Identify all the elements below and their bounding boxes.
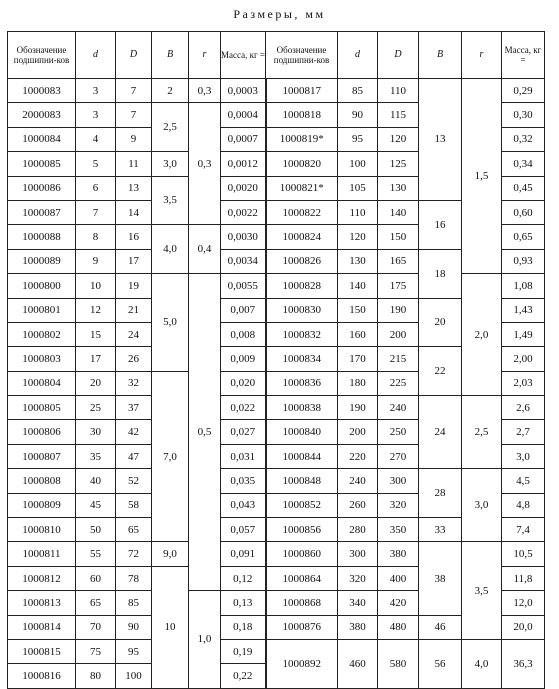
d-cell: 7	[76, 200, 116, 224]
table-row	[8, 396, 545, 420]
D-cell: 24	[116, 322, 152, 346]
mass-cell: 0,29	[502, 79, 545, 103]
designation-cell: 1000810	[8, 518, 76, 542]
d-cell: 25	[76, 396, 116, 420]
mass-cell: 3,0	[502, 444, 545, 468]
designation-cell: 1000814	[8, 615, 76, 639]
mass-cell: 0,93	[502, 249, 545, 273]
B-cell: 38	[419, 542, 462, 615]
d-cell: 460	[338, 639, 378, 688]
D-cell: 150	[378, 225, 419, 249]
mass-cell: 0,035	[221, 469, 266, 493]
D-cell: 200	[378, 322, 419, 346]
bearing-dimensions-table	[7, 31, 545, 689]
d-cell: 130	[338, 249, 378, 273]
mass-cell: 0,0012	[221, 152, 266, 176]
designation-cell: 1000864	[266, 566, 338, 590]
d-cell: 90	[338, 103, 378, 127]
designation-cell: 1000815	[8, 639, 76, 663]
designation-cell: 1000860	[266, 542, 338, 566]
mass-cell: 0,009	[221, 347, 266, 371]
mass-cell: 2,6	[502, 396, 545, 420]
D-cell: 140	[378, 200, 419, 224]
B-cell: 22	[419, 347, 462, 396]
D-cell: 480	[378, 615, 419, 639]
col-header-designation-right: Обозначение подшипни-ков	[266, 32, 338, 79]
col-header-mass-right: Масса, кг =	[502, 32, 545, 79]
mass-cell: 0,18	[221, 615, 266, 639]
mass-cell: 0,031	[221, 444, 266, 468]
mass-cell: 0,0003	[221, 79, 266, 103]
D-cell: 7	[116, 103, 152, 127]
mass-cell: 0,22	[221, 664, 266, 688]
designation-cell: 1000836	[266, 371, 338, 395]
B-cell: 3,5	[152, 176, 189, 225]
d-cell: 80	[76, 664, 116, 688]
D-cell: 85	[116, 591, 152, 615]
d-cell: 260	[338, 493, 378, 517]
d-cell: 240	[338, 469, 378, 493]
col-header-r-right: r	[462, 32, 502, 79]
D-cell: 350	[378, 518, 419, 542]
designation-cell: 1000806	[8, 420, 76, 444]
D-cell: 16	[116, 225, 152, 249]
B-cell: 16	[419, 200, 462, 249]
col-header-d-left: d	[76, 32, 116, 79]
designation-cell: 1000809	[8, 493, 76, 517]
D-cell: 400	[378, 566, 419, 590]
r-cell: 0,3	[189, 103, 221, 225]
D-cell: 26	[116, 347, 152, 371]
table-row	[8, 79, 545, 103]
mass-cell: 0,007	[221, 298, 266, 322]
mass-cell: 0,65	[502, 225, 545, 249]
D-cell: 300	[378, 469, 419, 493]
D-cell: 42	[116, 420, 152, 444]
d-cell: 15	[76, 322, 116, 346]
designation-cell: 1000828	[266, 274, 338, 298]
D-cell: 320	[378, 493, 419, 517]
D-cell: 72	[116, 542, 152, 566]
mass-cell: 0,32	[502, 127, 545, 151]
D-cell: 270	[378, 444, 419, 468]
designation-cell: 1000804	[8, 371, 76, 395]
designation-cell: 1000822	[266, 200, 338, 224]
B-cell: 7,0	[152, 371, 189, 542]
d-cell: 200	[338, 420, 378, 444]
D-cell: 190	[378, 298, 419, 322]
D-cell: 110	[378, 79, 419, 103]
designation-cell: 1000840	[266, 420, 338, 444]
d-cell: 280	[338, 518, 378, 542]
d-cell: 30	[76, 420, 116, 444]
D-cell: 78	[116, 566, 152, 590]
designation-cell: 1000856	[266, 518, 338, 542]
mass-cell: 0,057	[221, 518, 266, 542]
D-cell: 11	[116, 152, 152, 176]
designation-cell: 1000834	[266, 347, 338, 371]
D-cell: 17	[116, 249, 152, 273]
table-row	[8, 542, 545, 566]
designation-cell: 1000087	[8, 200, 76, 224]
mass-cell: 0,008	[221, 322, 266, 346]
B-cell: 13	[419, 79, 462, 201]
mass-cell: 0,19	[221, 639, 266, 663]
mass-cell: 0,0020	[221, 176, 266, 200]
B-cell: 18	[419, 249, 462, 298]
r-cell: 3,5	[462, 542, 502, 640]
d-cell: 9	[76, 249, 116, 273]
table-row	[8, 469, 545, 493]
B-cell: 56	[419, 639, 462, 688]
designation-cell: 1000083	[8, 79, 76, 103]
d-cell: 380	[338, 615, 378, 639]
D-cell: 100	[116, 664, 152, 688]
designation-cell: 1000821*	[266, 176, 338, 200]
mass-cell: 0,12	[221, 566, 266, 590]
d-cell: 180	[338, 371, 378, 395]
D-cell: 115	[378, 103, 419, 127]
designation-cell: 1000813	[8, 591, 76, 615]
mass-cell: 4,5	[502, 469, 545, 493]
r-cell: 0,5	[189, 274, 221, 591]
designation-cell: 1000088	[8, 225, 76, 249]
B-cell: 20	[419, 298, 462, 347]
D-cell: 125	[378, 152, 419, 176]
d-cell: 3	[76, 103, 116, 127]
designation-cell: 1000802	[8, 322, 76, 346]
designation-cell: 1000812	[8, 566, 76, 590]
B-cell: 10	[152, 566, 189, 688]
mass-cell: 0,0004	[221, 103, 266, 127]
col-header-D-right: D	[378, 32, 419, 79]
mass-cell: 1,49	[502, 322, 545, 346]
designation-cell: 1000085	[8, 152, 76, 176]
r-cell: 3,0	[462, 469, 502, 542]
designation-cell: 1000808	[8, 469, 76, 493]
col-header-D-left: D	[116, 32, 152, 79]
designation-cell: 1000086	[8, 176, 76, 200]
d-cell: 220	[338, 444, 378, 468]
d-cell: 12	[76, 298, 116, 322]
d-cell: 10	[76, 274, 116, 298]
mass-cell: 0,0034	[221, 249, 266, 273]
mass-cell: 0,020	[221, 371, 266, 395]
designation-cell: 1000832	[266, 322, 338, 346]
d-cell: 40	[76, 469, 116, 493]
d-cell: 60	[76, 566, 116, 590]
D-cell: 95	[116, 639, 152, 663]
D-cell: 240	[378, 396, 419, 420]
mass-cell: 2,00	[502, 347, 545, 371]
col-header-designation-left: Обозначение подшипни-ков	[8, 32, 76, 79]
d-cell: 50	[76, 518, 116, 542]
d-cell: 6	[76, 176, 116, 200]
designation-cell: 1000818	[266, 103, 338, 127]
d-cell: 95	[338, 127, 378, 151]
D-cell: 14	[116, 200, 152, 224]
designation-cell: 1000868	[266, 591, 338, 615]
d-cell: 170	[338, 347, 378, 371]
D-cell: 580	[378, 639, 419, 688]
mass-cell: 0,022	[221, 396, 266, 420]
D-cell: 420	[378, 591, 419, 615]
D-cell: 120	[378, 127, 419, 151]
mass-cell: 2,7	[502, 420, 545, 444]
designation-cell: 1000838	[266, 396, 338, 420]
designation-cell: 1000852	[266, 493, 338, 517]
d-cell: 65	[76, 591, 116, 615]
designation-cell: 1000826	[266, 249, 338, 273]
B-cell: 5,0	[152, 274, 189, 372]
r-cell: 0,3	[189, 79, 221, 103]
mass-cell: 0,13	[221, 591, 266, 615]
mass-cell: 10,5	[502, 542, 545, 566]
d-cell: 110	[338, 200, 378, 224]
B-cell: 24	[419, 396, 462, 469]
mass-cell: 0,34	[502, 152, 545, 176]
d-cell: 35	[76, 444, 116, 468]
mass-cell: 12,0	[502, 591, 545, 615]
mass-cell: 0,0022	[221, 200, 266, 224]
B-cell: 2,5	[152, 103, 189, 152]
D-cell: 58	[116, 493, 152, 517]
col-header-B-right: B	[419, 32, 462, 79]
designation-cell: 1000801	[8, 298, 76, 322]
d-cell: 300	[338, 542, 378, 566]
mass-cell: 20,0	[502, 615, 545, 639]
B-cell: 3,0	[152, 152, 189, 176]
D-cell: 65	[116, 518, 152, 542]
mass-cell: 11,8	[502, 566, 545, 590]
D-cell: 19	[116, 274, 152, 298]
d-cell: 85	[338, 79, 378, 103]
mass-cell: 36,3	[502, 639, 545, 688]
d-cell: 160	[338, 322, 378, 346]
col-header-d-right: d	[338, 32, 378, 79]
d-cell: 190	[338, 396, 378, 420]
D-cell: 165	[378, 249, 419, 273]
D-cell: 47	[116, 444, 152, 468]
mass-cell: 0,30	[502, 103, 545, 127]
designation-cell: 1000084	[8, 127, 76, 151]
d-cell: 70	[76, 615, 116, 639]
D-cell: 90	[116, 615, 152, 639]
designation-cell: 1000844	[266, 444, 338, 468]
header-row	[8, 32, 545, 79]
col-header-r-left: r	[189, 32, 221, 79]
d-cell: 45	[76, 493, 116, 517]
mass-cell: 1,43	[502, 298, 545, 322]
col-header-B-left: B	[152, 32, 189, 79]
D-cell: 225	[378, 371, 419, 395]
mass-cell: 0,45	[502, 176, 545, 200]
d-cell: 120	[338, 225, 378, 249]
mass-cell: 0,60	[502, 200, 545, 224]
designation-cell: 1000848	[266, 469, 338, 493]
r-cell: 0,4	[189, 225, 221, 274]
D-cell: 9	[116, 127, 152, 151]
r-cell: 1,0	[189, 591, 221, 689]
table-title: Размеры, мм	[233, 7, 326, 21]
r-cell: 4,0	[462, 639, 502, 688]
B-cell: 33	[419, 518, 462, 542]
designation-cell: 1000819*	[266, 127, 338, 151]
d-cell: 320	[338, 566, 378, 590]
D-cell: 32	[116, 371, 152, 395]
B-cell: 28	[419, 469, 462, 518]
d-cell: 5	[76, 152, 116, 176]
B-cell: 2	[152, 79, 189, 103]
table-row	[8, 639, 545, 663]
d-cell: 8	[76, 225, 116, 249]
r-cell: 1,5	[462, 79, 502, 274]
D-cell: 37	[116, 396, 152, 420]
designation-cell: 1000892	[266, 639, 338, 688]
D-cell: 215	[378, 347, 419, 371]
mass-cell: 1,08	[502, 274, 545, 298]
table-row	[8, 274, 545, 298]
B-cell: 4,0	[152, 225, 189, 274]
D-cell: 380	[378, 542, 419, 566]
designation-cell: 1000820	[266, 152, 338, 176]
mass-cell: 0,0007	[221, 127, 266, 151]
designation-cell: 1000817	[266, 79, 338, 103]
designation-cell: 1000803	[8, 347, 76, 371]
D-cell: 7	[116, 79, 152, 103]
mass-cell: 2,03	[502, 371, 545, 395]
r-cell: 2,5	[462, 396, 502, 469]
D-cell: 21	[116, 298, 152, 322]
mass-cell: 0,0055	[221, 274, 266, 298]
mass-cell: 0,027	[221, 420, 266, 444]
d-cell: 55	[76, 542, 116, 566]
designation-cell: 1000824	[266, 225, 338, 249]
B-cell: 46	[419, 615, 462, 639]
mass-cell: 7,4	[502, 518, 545, 542]
D-cell: 130	[378, 176, 419, 200]
designation-cell: 1000811	[8, 542, 76, 566]
mass-cell: 0,0030	[221, 225, 266, 249]
D-cell: 13	[116, 176, 152, 200]
B-cell: 9,0	[152, 542, 189, 566]
designation-cell: 1000807	[8, 444, 76, 468]
mass-cell: 0,043	[221, 493, 266, 517]
d-cell: 105	[338, 176, 378, 200]
D-cell: 250	[378, 420, 419, 444]
designation-cell: 1000805	[8, 396, 76, 420]
d-cell: 140	[338, 274, 378, 298]
d-cell: 75	[76, 639, 116, 663]
designation-cell: 1000089	[8, 249, 76, 273]
mass-cell: 4,8	[502, 493, 545, 517]
designation-cell: 1000830	[266, 298, 338, 322]
d-cell: 17	[76, 347, 116, 371]
d-cell: 150	[338, 298, 378, 322]
D-cell: 175	[378, 274, 419, 298]
r-cell: 2,0	[462, 274, 502, 396]
D-cell: 52	[116, 469, 152, 493]
d-cell: 340	[338, 591, 378, 615]
designation-cell: 1000800	[8, 274, 76, 298]
d-cell: 3	[76, 79, 116, 103]
d-cell: 100	[338, 152, 378, 176]
designation-cell: 1000876	[266, 615, 338, 639]
d-cell: 20	[76, 371, 116, 395]
mass-cell: 0,091	[221, 542, 266, 566]
col-header-mass-left: Масса, кг =	[221, 32, 266, 79]
designation-cell: 2000083	[8, 103, 76, 127]
d-cell: 4	[76, 127, 116, 151]
designation-cell: 1000816	[8, 664, 76, 688]
